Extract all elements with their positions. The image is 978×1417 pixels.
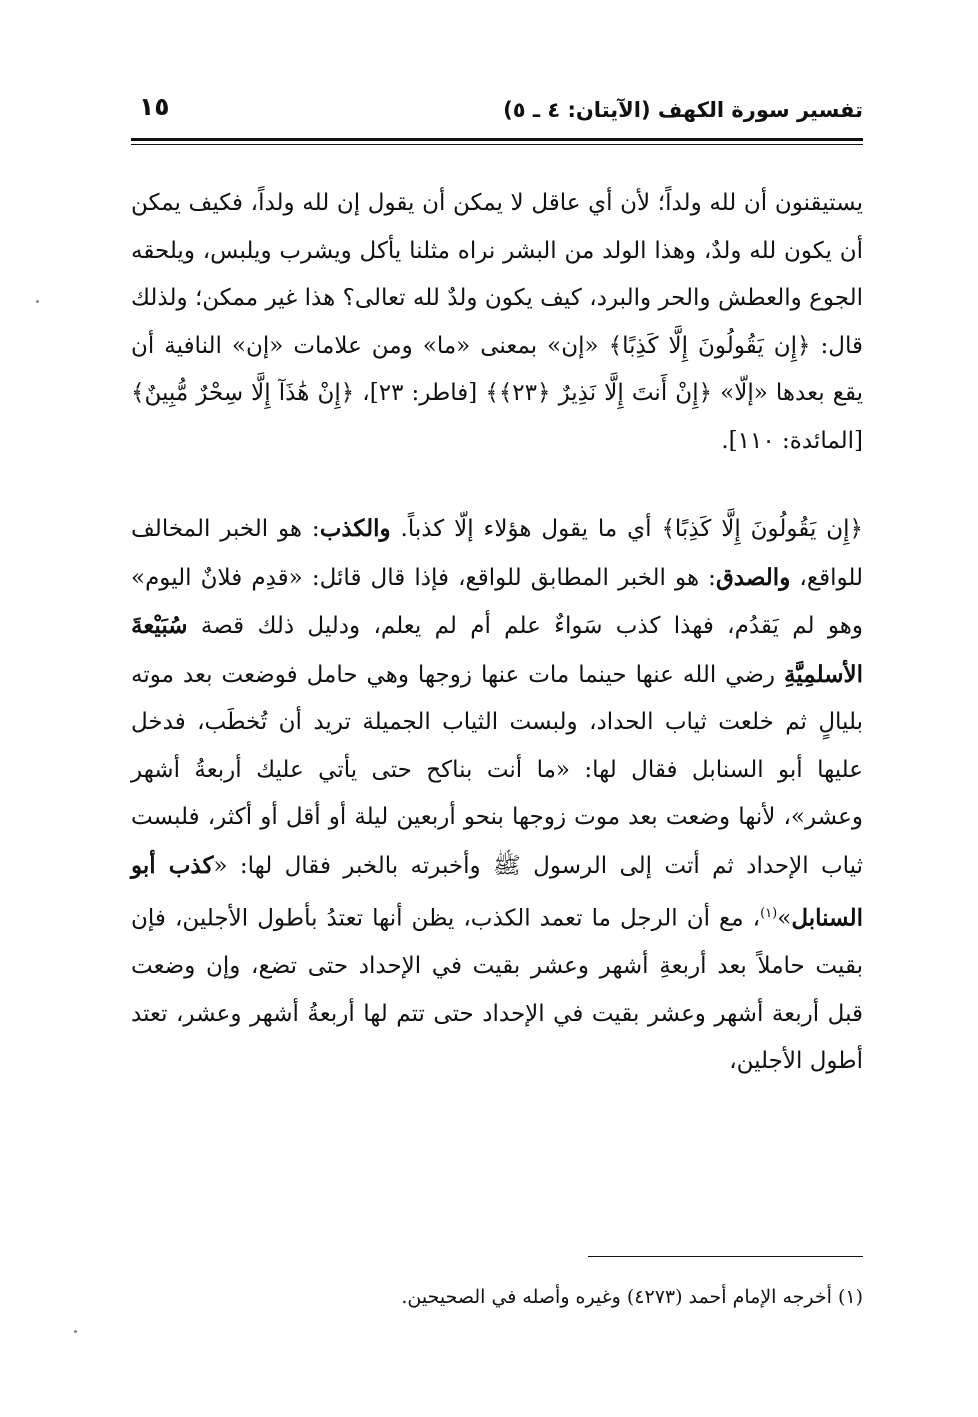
scan-speck [74,1330,77,1333]
body-text [131,180,863,1086]
footnote: (١) أخرجه الإمام أحمد (٤٢٧٣) وغيره وأصله في الصحيحين. [401,1286,863,1308]
footnote-separator [588,1256,863,1257]
paragraph-2 [131,505,863,1086]
p2-text-1: أي ما يقول هؤلاء إلّا كذباً. [390,516,662,542]
p2-text-2: : هو الخبر المخالف للواقع، [131,516,863,591]
page-header [131,92,863,136]
footnote-marker[interactable]: (١) [760,906,778,921]
p1-text-2: «إن» بمعنى «ما» ومن علامات «إن» النافية أن يقع بعدها «إلّا» [131,332,863,406]
p1-verse-1: ﴿إِن يَقُولُونَ إِلَّا كَذِبًا﴾ [608,332,811,359]
p2-text-4: رضي الله عنها حينما مات عنها زوجها وهي حامل فوضعت بعد موته بليالٍ ثم خلعت ثياب الحداد، ولبست الثياب الجميلة تريد أن تُخطَب، فدخل عليها أبو السنابل فقال لها: «ما أنت بناكح حتى يأتي عليك أربعةُ أشهر وعشر»، لأنها وضعت بعد موت زوجها بنحو أربعين ليلة أو أقل أو أكثر، فلبست ثياب الإحداد ثم أتت إلى الرسول ﷺ وأخبرته بالخبر فقال لها: « [131,661,863,879]
running-title: تفسير سورة الكهف (الآيتان: ٤ ـ ٥) [503,98,863,122]
hadith-quote: كذب أبو السنابل [131,851,863,932]
p2-verse-1: ﴿إِن يَقُولُونَ إِلَّا كَذِبًا﴾ [661,516,863,542]
term-kadhib: والكذب [319,515,391,542]
paragraph-1 [131,180,863,465]
scan-speck [36,300,39,303]
p2-text-5: » [777,905,792,932]
p1-text-1: يستيقنون أن لله ولداً؛ لأن أي عاقل لا يمكن أن يقول إن لله ولداً، فكيف يمكن أن يكون لله ولدٌ، وهذا الولد من البشر نراه مثلنا يأكل ويشرب ويلبس، ويلحقه الجوع والعطش والحر والبرد، كيف يكون ولدٌ لله تعالى؟ هذا غير ممكن؛ ولذلك قال: [131,190,863,359]
p2-text-6: ، مع أن الرجل ما تعمد الكذب، يظن أنها تعتدُ بأطول الأجلين، فإن بقيت حاملاً بعد أربعةِ أشهر وعشر بقيت في الإحداد حتى تضع، وإن وضعت قبل أربعة أشهر وعشر بقيت في الإحداد حتى تتم لها أربعةُ أشهر وعشر، تعتد أطول الأجلين، [131,905,863,1075]
name-subayah: سُبَيْعةَ الأسلمِيَّةِ [131,612,863,688]
header-rule-thick [131,138,863,141]
p1-verse-2: ﴿إِنْ أَنتَ إِلَّا نَذِيرٌ ﴿٢٣﴾﴾ [485,380,713,406]
p2-text-3: : هو الخبر المطابق للواقع، فإذا قال قائل: «قدِم فلانٌ اليوم» وهو لم يَقدُم، فهذا كذب سَواءٌ علم أم لم يعلم، ودليل ذلك قصة [131,564,863,639]
term-sidq: والصدق [715,563,791,591]
header-rule-thin [131,144,863,145]
p1-verse-3: ﴿إِنْ هَٰذَآ إِلَّا سِحْرٌ مُّبِينٌ﴾ [131,380,355,406]
p1-ref-2: [فاطر: ٢٣]، [354,380,486,406]
page-number: ١٥ [139,92,170,121]
p1-ref-3: [المائدة: ١١٠]. [721,427,863,454]
